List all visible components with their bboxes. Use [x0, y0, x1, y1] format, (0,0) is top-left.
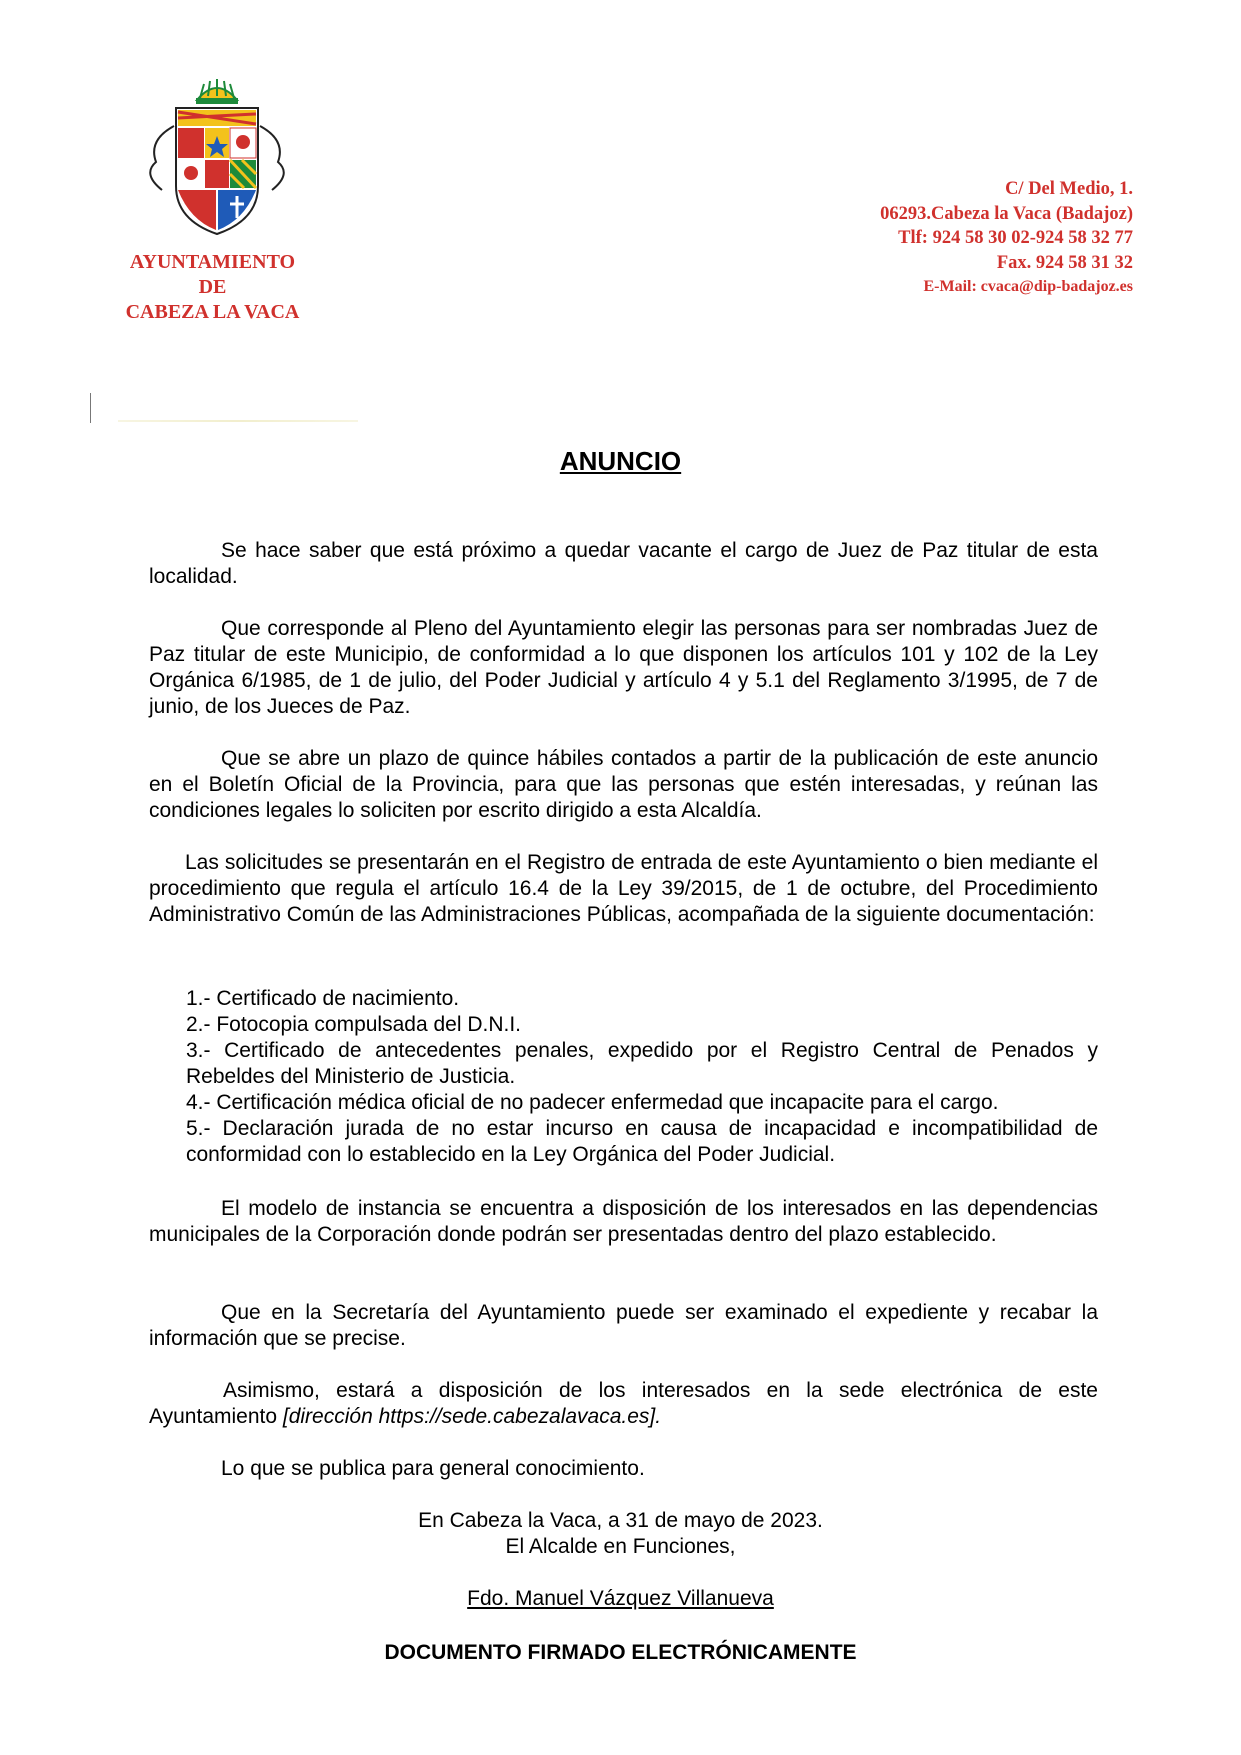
list-item: 1.- Certificado de nacimiento. [186, 987, 460, 1010]
municipality-name [100, 250, 325, 325]
list-item: 5.- Declaración jurada de no estar incurso en causa de incapacidad e incompatibilidad de conformidad con lo establecido en la Ley Orgánica del Poder Judicial. [186, 1117, 1098, 1166]
electronic-signature-notice: DOCUMENTO FIRMADO ELECTRÓNICAMENTE [384, 1641, 857, 1664]
margin-line [90, 393, 91, 423]
paragraph-4: Las solicitudes se presentarán en el Registro de entrada de este Ayuntamiento o bien mediante el procedimiento que regula el artículo 16.4 de la Ley 39/2015, de 1 de octubre, del Procedimiento Administrativo Común de las Administraciones Públicas, acompañada de la siguiente documentación: [149, 851, 1098, 926]
list-item: 2.- Fotocopia compulsada del D.N.I. [186, 1013, 521, 1036]
org-line-1: AYUNTAMIENTO [129, 251, 296, 273]
fax: Fax. 924 58 31 32 [996, 252, 1133, 273]
org-line-2: DE [198, 276, 227, 298]
document-title: ANUNCIO [559, 446, 682, 476]
sede-link: [dirección https://sede.cabezalavaca.es]. [282, 1405, 662, 1428]
contact-block [880, 177, 1133, 300]
paragraph-6: Que en la Secretaría del Ayuntamiento puede ser examinado el expediente y recabar la información que se precise. [149, 1301, 1098, 1350]
paragraph-7 [149, 1378, 1098, 1430]
org-line-3: CABEZA LA VACA [125, 301, 300, 323]
paragraph-2: Que corresponde al Pleno del Ayuntamiento elegir las personas para ser nombradas Juez de Paz titular de este Municipio, de conformidad a lo que disponen los artículos 101 y 102 de la Ley Orgánica 6/1985, de 1 de julio, del Poder Judicial y artículo 4 y 5.1 del Reglamento 3/1995, de 7 de junio, de los Jueces de Paz. [149, 617, 1098, 718]
coat-of-arms-logo [134, 78, 300, 238]
city: 06293.Cabeza la Vaca (Badajoz) [880, 203, 1133, 224]
list-item: 3.- Certificado de antecedentes penales, expedido por el Registro Central de Penados y Rebeldes del Ministerio de Justicia. [186, 1039, 1098, 1088]
phone: Tlf: 924 58 30 02-924 58 32 77 [898, 228, 1133, 248]
closing-text: Lo que se publica para general conocimiento. [221, 1457, 645, 1480]
signature-line [0, 1586, 1241, 1612]
email: E-Mail: cvaca@dip-badajoz.es [923, 278, 1133, 295]
paragraph-3: Que se abre un plazo de quince hábiles contados a partir de la publicación de este anuncio en el Boletín Oficial de la Provincia, para que las personas que estén interesadas, y reúnan las condiciones legales lo soliciten por escrito dirigido a esta Alcaldía. [149, 747, 1098, 822]
decorative-line [118, 420, 358, 422]
signer-role: El Alcalde en Funciones, [505, 1535, 736, 1558]
signature-name: Fdo. Manuel Vázquez Villanueva [467, 1587, 774, 1610]
documentation-list [186, 986, 1098, 1168]
list-item: 4.- Certificación médica oficial de no padecer enfermedad que incapacite para el cargo. [186, 1091, 999, 1114]
place-date: En Cabeza la Vaca, a 31 de mayo de 2023. [418, 1509, 823, 1532]
paragraph-1: Se hace saber que está próximo a quedar vacante el cargo de Juez de Paz titular de esta localidad. [149, 539, 1098, 588]
address: C/ Del Medio, 1. [1005, 179, 1133, 199]
paragraph-5: El modelo de instancia se encuentra a disposición de los interesados en las dependencias municipales de la Corporación donde podrán ser presentadas dentro del plazo establecido. [149, 1197, 1098, 1246]
sede-text: Asimismo, estará a disposición de los interesados en la sede electrónica de este Ayuntamiento [149, 1379, 1098, 1428]
